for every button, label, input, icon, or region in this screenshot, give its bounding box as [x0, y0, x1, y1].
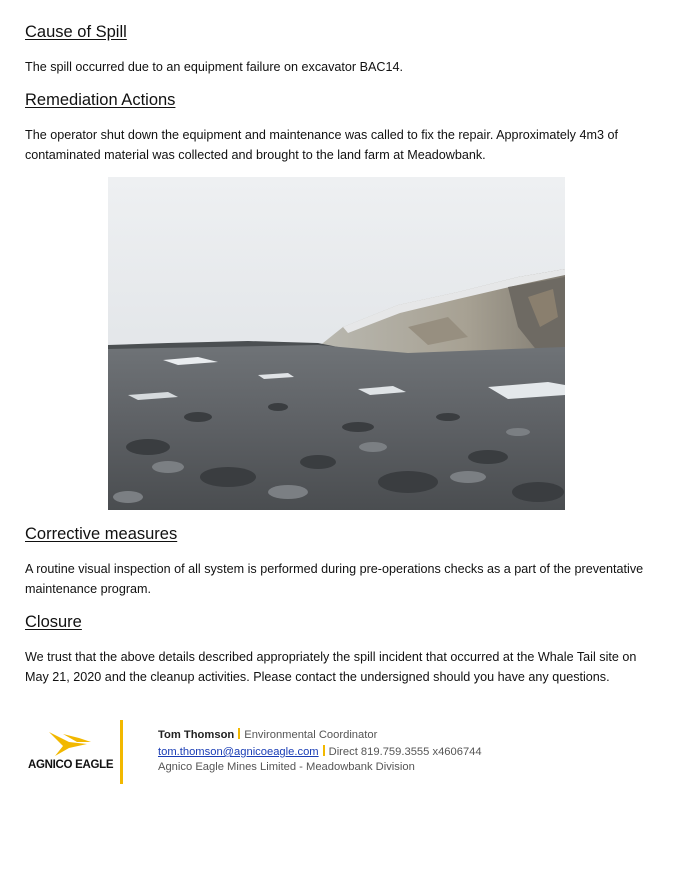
corrective-heading: Corrective measures [25, 525, 178, 543]
closure-text: We trust that the above details described appropriately the spill incident that occurred at the Whale Tail site on May 21, 2020 and the cleanup activities. Please contact the undersigned should you have any questions. [25, 650, 637, 684]
separator [323, 745, 325, 756]
signature-divider [120, 720, 123, 784]
signature-name-line [158, 728, 377, 741]
remediation-heading: Remediation Actions [25, 91, 176, 109]
cause-heading: Cause of Spill [25, 23, 127, 41]
signature-company: Agnico Eagle Mines Limited - Meadowbank Division [158, 761, 415, 773]
signature-phone: Direct 819.759.3555 x4606744 [328, 746, 482, 758]
closure-heading: Closure [25, 613, 82, 631]
email-link[interactable]: tom.thomson@agnicoeagle.com [158, 746, 319, 758]
site-photo [108, 177, 565, 510]
eagle-icon [25, 722, 125, 762]
signature-name: Tom Thomson [158, 729, 235, 741]
corrective-text: A routine visual inspection of all system is performed during pre-operations checks as a part of the preventative maintenance program. [25, 562, 644, 596]
remediation-text: The operator shut down the equipment and maintenance was called to fix the repair. Approximately 4m3 of contaminated material was collected and brought to the land farm at Meadowbank. [25, 128, 618, 162]
signature-contact-line [158, 745, 482, 758]
signature-title: Environmental Coordinator [244, 729, 378, 741]
agnico-eagle-logo [25, 722, 125, 786]
logo-text: AGNICO EAGLE [28, 759, 114, 771]
cause-text: The spill occurred due to an equipment failure on excavator BAC14. [25, 60, 404, 74]
separator [238, 728, 240, 739]
